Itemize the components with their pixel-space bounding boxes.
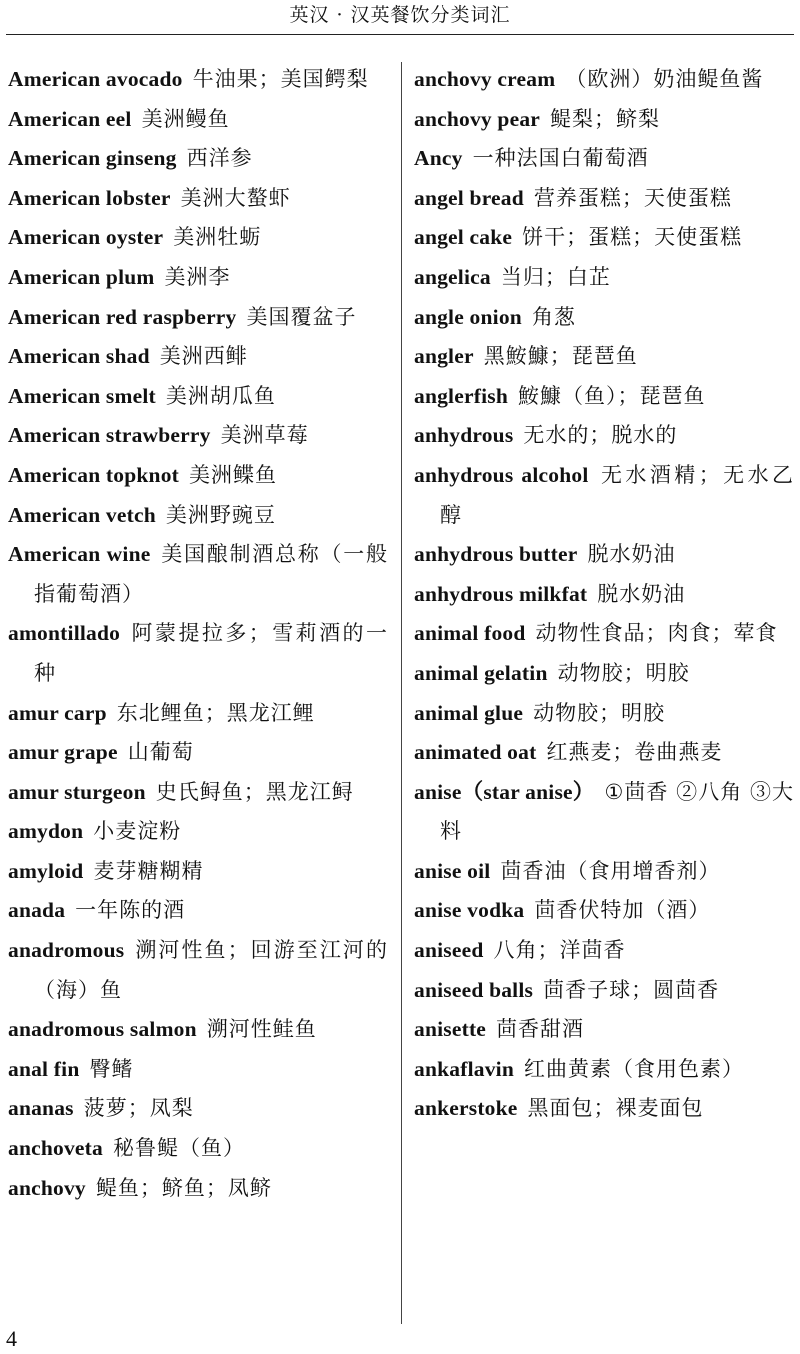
entry-definition: 鳀鱼；鲚鱼；凤鲚 <box>95 1175 272 1200</box>
entry-term: amydon <box>8 819 84 844</box>
entry-term: anhydrous <box>414 423 514 448</box>
entry-term: anchovy pear <box>414 106 541 131</box>
entry-term: angler <box>414 344 474 369</box>
entry-term: anal fin <box>8 1056 80 1081</box>
dictionary-entry <box>414 1089 794 1129</box>
dictionary-entry <box>414 891 794 931</box>
entry-term: anise（star anise） <box>414 779 595 804</box>
entry-definition: 山葡萄 <box>127 740 194 765</box>
entry-term: anchoveta <box>8 1136 103 1161</box>
entry-term: animated oat <box>414 740 537 765</box>
entry-term: American plum <box>8 264 155 289</box>
entry-term: American oyster <box>8 225 164 250</box>
entry-definition: ①茴香 ②八角 ③大料 <box>440 779 794 844</box>
dictionary-entry <box>414 614 794 654</box>
entry-term: American wine <box>8 542 151 567</box>
entry-definition: 美国酿制酒总称（一般指葡萄酒） <box>34 542 388 606</box>
dictionary-entry <box>8 1010 388 1050</box>
entry-term: American shad <box>8 344 150 369</box>
dictionary-entry <box>8 100 388 140</box>
entry-definition: 美洲鳗鱼 <box>141 106 230 131</box>
entry-term: American eel <box>8 106 132 131</box>
dictionary-entry <box>414 1050 794 1090</box>
entry-definition: 鮟鱇（鱼）；琵琶鱼 <box>517 383 706 408</box>
entry-definition: 美洲大螯虾 <box>180 185 291 210</box>
entry-term: American strawberry <box>8 423 211 448</box>
entry-definition: 红燕麦；卷曲燕麦 <box>546 740 723 765</box>
entry-definition: 东北鲤鱼；黑龙江鲤 <box>116 700 315 725</box>
dictionary-entry <box>414 535 794 575</box>
dictionary-entry <box>8 1169 388 1209</box>
entry-term: animal glue <box>414 700 524 725</box>
dictionary-entry <box>414 971 794 1011</box>
entry-term: ankaflavin <box>414 1056 514 1081</box>
entry-term: angelica <box>414 264 491 289</box>
entry-term: amur sturgeon <box>8 779 146 804</box>
entry-term: amur grape <box>8 740 118 765</box>
dictionary-entry <box>8 1050 388 1090</box>
entry-definition: 八角；洋茴香 <box>493 938 626 963</box>
entry-term: amur carp <box>8 700 107 725</box>
entry-definition: 一年陈的酒 <box>75 898 186 923</box>
entry-definition: 角葱 <box>531 304 576 329</box>
entry-term: anise vodka <box>414 898 525 923</box>
dictionary-entry <box>414 139 794 179</box>
entry-term: animal food <box>414 621 526 646</box>
entry-term: animal gelatin <box>414 660 548 685</box>
dictionary-entry <box>8 694 388 734</box>
dictionary-entry <box>8 733 388 773</box>
dictionary-entry <box>414 931 794 971</box>
entry-definition: 黑鮟鱇；琵琶鱼 <box>483 344 638 369</box>
dictionary-entry <box>8 179 388 219</box>
dictionary-entry <box>8 773 388 813</box>
entry-term: anhydrous butter <box>414 542 578 567</box>
dictionary-entry <box>414 733 794 773</box>
right-column <box>414 60 794 1129</box>
dictionary-entry <box>8 535 388 614</box>
entry-definition: 饼干；蛋糕；天使蛋糕 <box>522 225 743 250</box>
dictionary-entry <box>414 456 794 535</box>
dictionary-entry <box>8 1129 388 1169</box>
dictionary-entry <box>414 100 794 140</box>
entry-definition: 溯河性鱼；回游至江河的（海）鱼 <box>34 938 388 1002</box>
dictionary-entry <box>8 416 388 456</box>
dictionary-entry <box>414 575 794 615</box>
entry-definition: 秘鲁鳀（鱼） <box>112 1136 245 1161</box>
entry-definition: 美洲鲽鱼 <box>189 462 278 487</box>
entry-definition: 鳀梨；鲚梨 <box>550 106 661 131</box>
entry-term: anhydrous alcohol <box>414 462 589 487</box>
dictionary-entry <box>414 258 794 298</box>
entry-term: anadromous salmon <box>8 1017 197 1042</box>
entry-term: American smelt <box>8 383 156 408</box>
entry-definition: 美洲牡蛎 <box>173 225 262 250</box>
entry-definition: 麦芽糖糊精 <box>93 858 204 883</box>
dictionary-entry <box>8 258 388 298</box>
entry-definition: （欧洲）奶油鳀鱼酱 <box>565 67 764 91</box>
dictionary-entry <box>8 852 388 892</box>
entry-definition: 美洲李 <box>164 264 231 289</box>
dictionary-entry <box>414 337 794 377</box>
dictionary-entry <box>8 337 388 377</box>
entry-definition: 史氏鲟鱼；黑龙江鲟 <box>155 779 354 804</box>
entry-definition: 牛油果；美国鳄梨 <box>192 67 369 91</box>
entry-term: anada <box>8 898 66 923</box>
entry-definition: 一种法国白葡萄酒 <box>472 146 649 171</box>
dictionary-entry <box>8 377 388 417</box>
entry-term: anchovy cream <box>414 67 556 91</box>
entry-definition: 营养蛋糕；天使蛋糕 <box>533 185 732 210</box>
entry-definition: 西洋参 <box>186 146 253 171</box>
column-divider <box>401 62 402 1324</box>
entry-term: American red raspberry <box>8 304 237 329</box>
dictionary-entry <box>414 60 794 100</box>
entry-definition: 脱水奶油 <box>587 542 676 567</box>
dictionary-entry <box>414 773 794 852</box>
entry-term: angel bread <box>414 185 524 210</box>
entry-definition: 脱水奶油 <box>597 581 686 606</box>
entry-term: anisette <box>414 1017 487 1042</box>
entry-definition: 阿蒙提拉多；雪莉酒的一种 <box>34 621 388 685</box>
entry-term: American ginseng <box>8 146 177 171</box>
entry-term: angle onion <box>414 304 522 329</box>
entry-definition: 小麦淀粉 <box>93 819 182 844</box>
entry-term: anhydrous milkfat <box>414 581 588 606</box>
dictionary-entry <box>8 891 388 931</box>
dictionary-entry <box>8 218 388 258</box>
entry-definition: 臀鳍 <box>89 1056 134 1081</box>
dictionary-entry <box>8 298 388 338</box>
entry-definition: 黑面包；裸麦面包 <box>527 1096 704 1121</box>
entry-definition: 美洲西鲱 <box>159 344 248 369</box>
entry-term: anchovy <box>8 1175 86 1200</box>
header-rule <box>6 34 794 35</box>
entry-definition: 菠萝；凤梨 <box>83 1096 194 1121</box>
dictionary-entry <box>8 1089 388 1129</box>
entry-definition: 美国覆盆子 <box>246 304 357 329</box>
entry-term: amyloid <box>8 858 84 883</box>
entry-term: anglerfish <box>414 383 508 408</box>
entry-definition: 茴香伏特加（酒） <box>534 898 711 923</box>
entry-term: anadromous <box>8 938 125 963</box>
entry-definition: 美洲野豌豆 <box>165 502 276 527</box>
entry-definition: 动物胶；明胶 <box>557 660 690 685</box>
entry-definition: 当归；白芷 <box>500 264 611 289</box>
dictionary-entry <box>8 456 388 496</box>
entry-term: American lobster <box>8 185 171 210</box>
entry-definition: 茴香甜酒 <box>496 1017 585 1042</box>
entry-definition: 溯河性鲑鱼 <box>206 1017 317 1042</box>
dictionary-entry <box>8 139 388 179</box>
entry-definition: 无水的；脱水的 <box>523 423 678 448</box>
dictionary-entry <box>414 1010 794 1050</box>
entry-term: angel cake <box>414 225 513 250</box>
entry-term: Ancy <box>414 146 463 171</box>
page-number: 4 <box>6 1326 17 1351</box>
entry-term: American vetch <box>8 502 156 527</box>
entry-term: aniseed <box>414 938 484 963</box>
entry-term: ananas <box>8 1096 74 1121</box>
entry-definition: 美洲草莓 <box>220 423 309 448</box>
dictionary-entry <box>414 377 794 417</box>
dictionary-entry <box>414 694 794 734</box>
dictionary-entry <box>8 812 388 852</box>
entry-term: aniseed balls <box>414 977 534 1002</box>
entry-definition: 无水酒精；无水乙醇 <box>440 462 795 527</box>
entry-term: American topknot <box>8 462 180 487</box>
dictionary-entry <box>8 60 388 100</box>
page-header: 英汉 · 汉英餐饮分类词汇 <box>289 4 511 26</box>
entry-term: amontillado <box>8 621 121 646</box>
dictionary-entry <box>8 614 388 693</box>
dictionary-entry <box>8 931 388 1010</box>
entry-definition: 美洲胡瓜鱼 <box>165 383 276 408</box>
entry-term: American avocado <box>8 67 183 91</box>
dictionary-entry <box>414 298 794 338</box>
entry-definition: 红曲黄素（食用色素） <box>523 1056 744 1081</box>
dictionary-entry <box>414 218 794 258</box>
left-column <box>8 60 388 1208</box>
dictionary-entry <box>414 179 794 219</box>
dictionary-entry <box>414 852 794 892</box>
dictionary-entry <box>8 496 388 536</box>
entry-term: ankerstoke <box>414 1096 518 1121</box>
dictionary-entry <box>414 416 794 456</box>
entry-definition: 茴香子球；圆茴香 <box>543 977 720 1002</box>
entry-definition: 动物性食品；肉食；荤食 <box>535 621 778 646</box>
dictionary-entry <box>414 654 794 694</box>
entry-term: anise oil <box>414 858 491 883</box>
entry-definition: 茴香油（食用增香剂） <box>500 858 721 883</box>
entry-definition: 动物胶；明胶 <box>533 700 666 725</box>
